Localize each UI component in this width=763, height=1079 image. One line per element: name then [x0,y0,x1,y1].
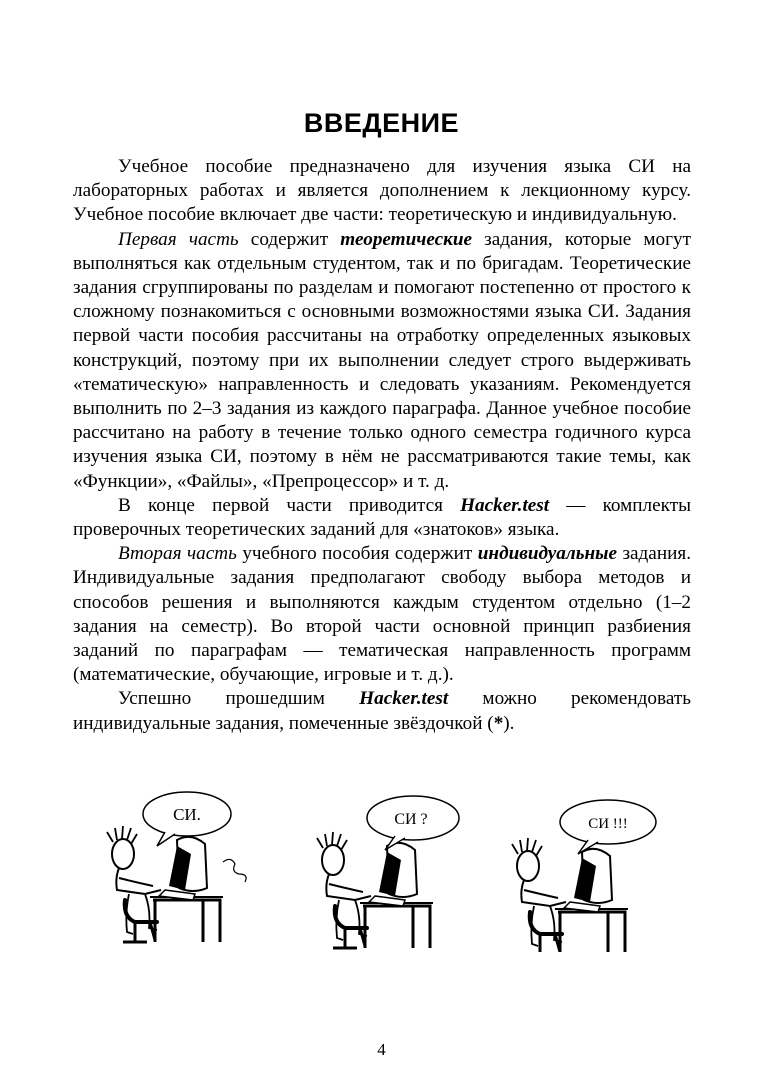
cartoon-figure-2 [317,796,459,948]
cartoon-illustrations [95,782,685,952]
term-hacker-test-2: Hacker.test [359,688,449,710]
asterisk-mark: * [493,712,504,734]
text-run: В конце первой части приводится [118,494,461,516]
text-run: задания, которые могут выполняться как отдельным студентом, так и по бригадам. Теоретические задания сгруппированы по разделам и помогают постепенно от простого к сложному познакомиться с основными возможностями языка СИ. Задания первой части пособия рассчитаны на отработку определенных языковых конструкций, поэтому при их выполнении следует строго выдерживать «тематическую» направленность и следовать указаниям. Рекомендуется выполнить по 2–3 задания из каждого параграфа. Данное учебное пособие рассчитано на работу в течение только одного семестра годичного курса изучения языка СИ, поэтому в нём не рассматриваются такие темы, как «Функции», «Файлы», «Препроцессор» и т. д. [73,228,691,492]
text-run: задания. Индивидуальные задания предполагают свободу выбора методов и способов решения и выполняются каждым студентом отдельно (1–2 задания на семестр). Во второй части основной принцип разбиения заданий по параграфам — тематическая направленность программ (математические, обучающие, игровые и т. д.). [73,543,691,686]
term-individual: индивидуальные [477,543,617,565]
emphasis-second-part: Вторая часть [118,543,237,565]
paragraph-part-two [73,542,691,687]
body-text [73,155,691,736]
paragraph-recommendation [73,687,691,735]
speech-text-1: СИ. [173,805,201,824]
speech-text-2: СИ ? [394,811,428,828]
emphasis-first-part: Первая часть [118,228,239,250]
text-run: учебного пособия содержит [236,543,478,565]
paragraph-part-one [73,228,691,494]
speech-text-3: СИ !!! [588,816,628,832]
text-run: Успешно прошедшим [118,688,360,710]
cartoon-figure-1 [107,792,246,942]
text-run: — комплекты проверочных теоретических заданий для «знатоков» языка. [73,494,691,541]
cartoon-figure-3 [512,800,656,952]
page-number: 4 [377,1040,386,1059]
paragraph-hacker-test [73,494,691,542]
text-run: можно рекомендовать индивидуальные задания, помеченные звёздочкой ( [73,688,691,734]
paragraph-intro: Учебное пособие предназначено для изучения языка СИ на лабораторных работах и является дополнением к лекционному курсу. Учебное пособие включает две части: теоретическую и индивидуальную. [73,156,691,226]
term-theoretical: теоретические [340,228,473,250]
text-run: содержит [238,228,341,250]
term-hacker-test: Hacker.test [460,494,550,516]
text-run: ). [503,712,515,734]
page-title: ВВЕДЕНИЕ [303,108,460,138]
